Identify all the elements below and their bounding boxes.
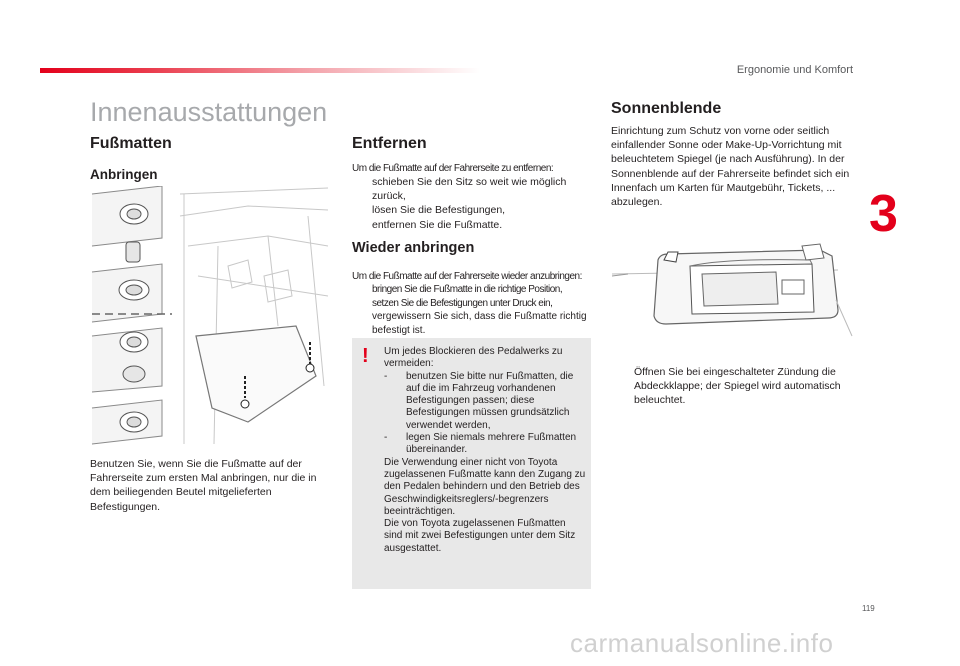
list-item: lösen Sie die Befestigungen, xyxy=(372,204,506,217)
wieder-anbringen-heading: Wieder anbringen xyxy=(352,240,475,256)
list-item: schieben Sie den Sitz so weit wie möglich zurück, xyxy=(372,176,567,203)
warning-intro: Um jedes Blockieren des Pedalwerks zu vermeiden: xyxy=(384,346,563,370)
sonnenblende-bullet-text: Öffnen Sie bei eingeschalteter Zündung die Abdeckklappe; der Spiegel wird automatisch beleuchtet. xyxy=(634,366,841,407)
fussmatten-heading: Fußmatten xyxy=(90,135,172,152)
entfernen-heading: Entfernen xyxy=(352,135,427,152)
page-title: Innenausstattungen xyxy=(90,97,328,127)
warning-dash-item: - legen Sie niemals mehrere Fußmatten übereinander. xyxy=(384,432,577,456)
anbringen-text: Benutzen Sie, wenn Sie die Fußmatte auf der Fahrerseite zum ersten Mal anbringen, nur die in dem beiliegenden Beutel mitgelieferten Befestigungen. xyxy=(90,458,317,513)
sun-visor-illustration xyxy=(606,240,856,340)
wieder-anbringen-list xyxy=(352,283,592,337)
warning-text xyxy=(384,346,586,555)
sonnenblende-text: Einrichtung zum Schutz von vorne oder seitlich einfallender Sonne oder Make-Up-Vorrichtung mit beleuchtetem Spiegel (je nach Ausführung). In der Sonnenblende auf der Fahrerseite befindet sich ein Innenfach um Karten für Mautgebühr, Tickets, ... abzulegen. xyxy=(611,125,850,209)
watermark: carmanualsonline.info xyxy=(570,628,834,658)
warning-dash-item: - benutzen Sie bitte nur Fußmatten, die auf die im Fahrzeug vorhandenen Befestigungen passen; diese Befestigungen müssen grundsätzlich verwendet werden, xyxy=(384,370,574,431)
list-item: setzen Sie die Befestigungen unter Druck ein, xyxy=(372,297,553,309)
warning-icon: ! xyxy=(362,345,369,367)
entfernen-list xyxy=(352,175,590,232)
warning-paragraph: Die Verwendung einer nicht von Toyota zugelassenen Fußmatte kann den Zugang zu den Pedalen behindern und den Betrieb des Geschwindigkeitsreglers/-begrenzers beeinträchtigen. xyxy=(384,456,586,517)
warning-paragraph: Die von Toyota zugelassenen Fußmatten sind mit zwei Befestigungen unter dem Sitz ausgestattet. xyxy=(384,518,576,554)
floor-mat-illustration xyxy=(88,186,334,448)
chapter-number: 3 xyxy=(869,185,898,243)
sonnenblende-bullet xyxy=(617,365,847,408)
anbringen-heading: Anbringen xyxy=(90,167,158,182)
wieder-anbringen-intro: Um die Fußmatte auf der Fahrerseite wieder anzubringen: xyxy=(352,271,582,282)
list-item: bringen Sie die Fußmatte in die richtige Position, xyxy=(372,284,563,295)
entfernen-intro: Um die Fußmatte auf der Fahrerseite zu entfernen: xyxy=(352,163,554,174)
section-header: Ergonomie und Komfort xyxy=(736,64,853,76)
list-item: entfernen Sie die Fußmatte. xyxy=(372,218,503,231)
list-item: vergewissern Sie sich, dass die Fußmatte richtig befestigt ist. xyxy=(372,311,587,336)
header-gradient-bar xyxy=(40,68,480,73)
sonnenblende-heading: Sonnenblende xyxy=(611,100,722,117)
page-number: 119 xyxy=(862,604,875,613)
